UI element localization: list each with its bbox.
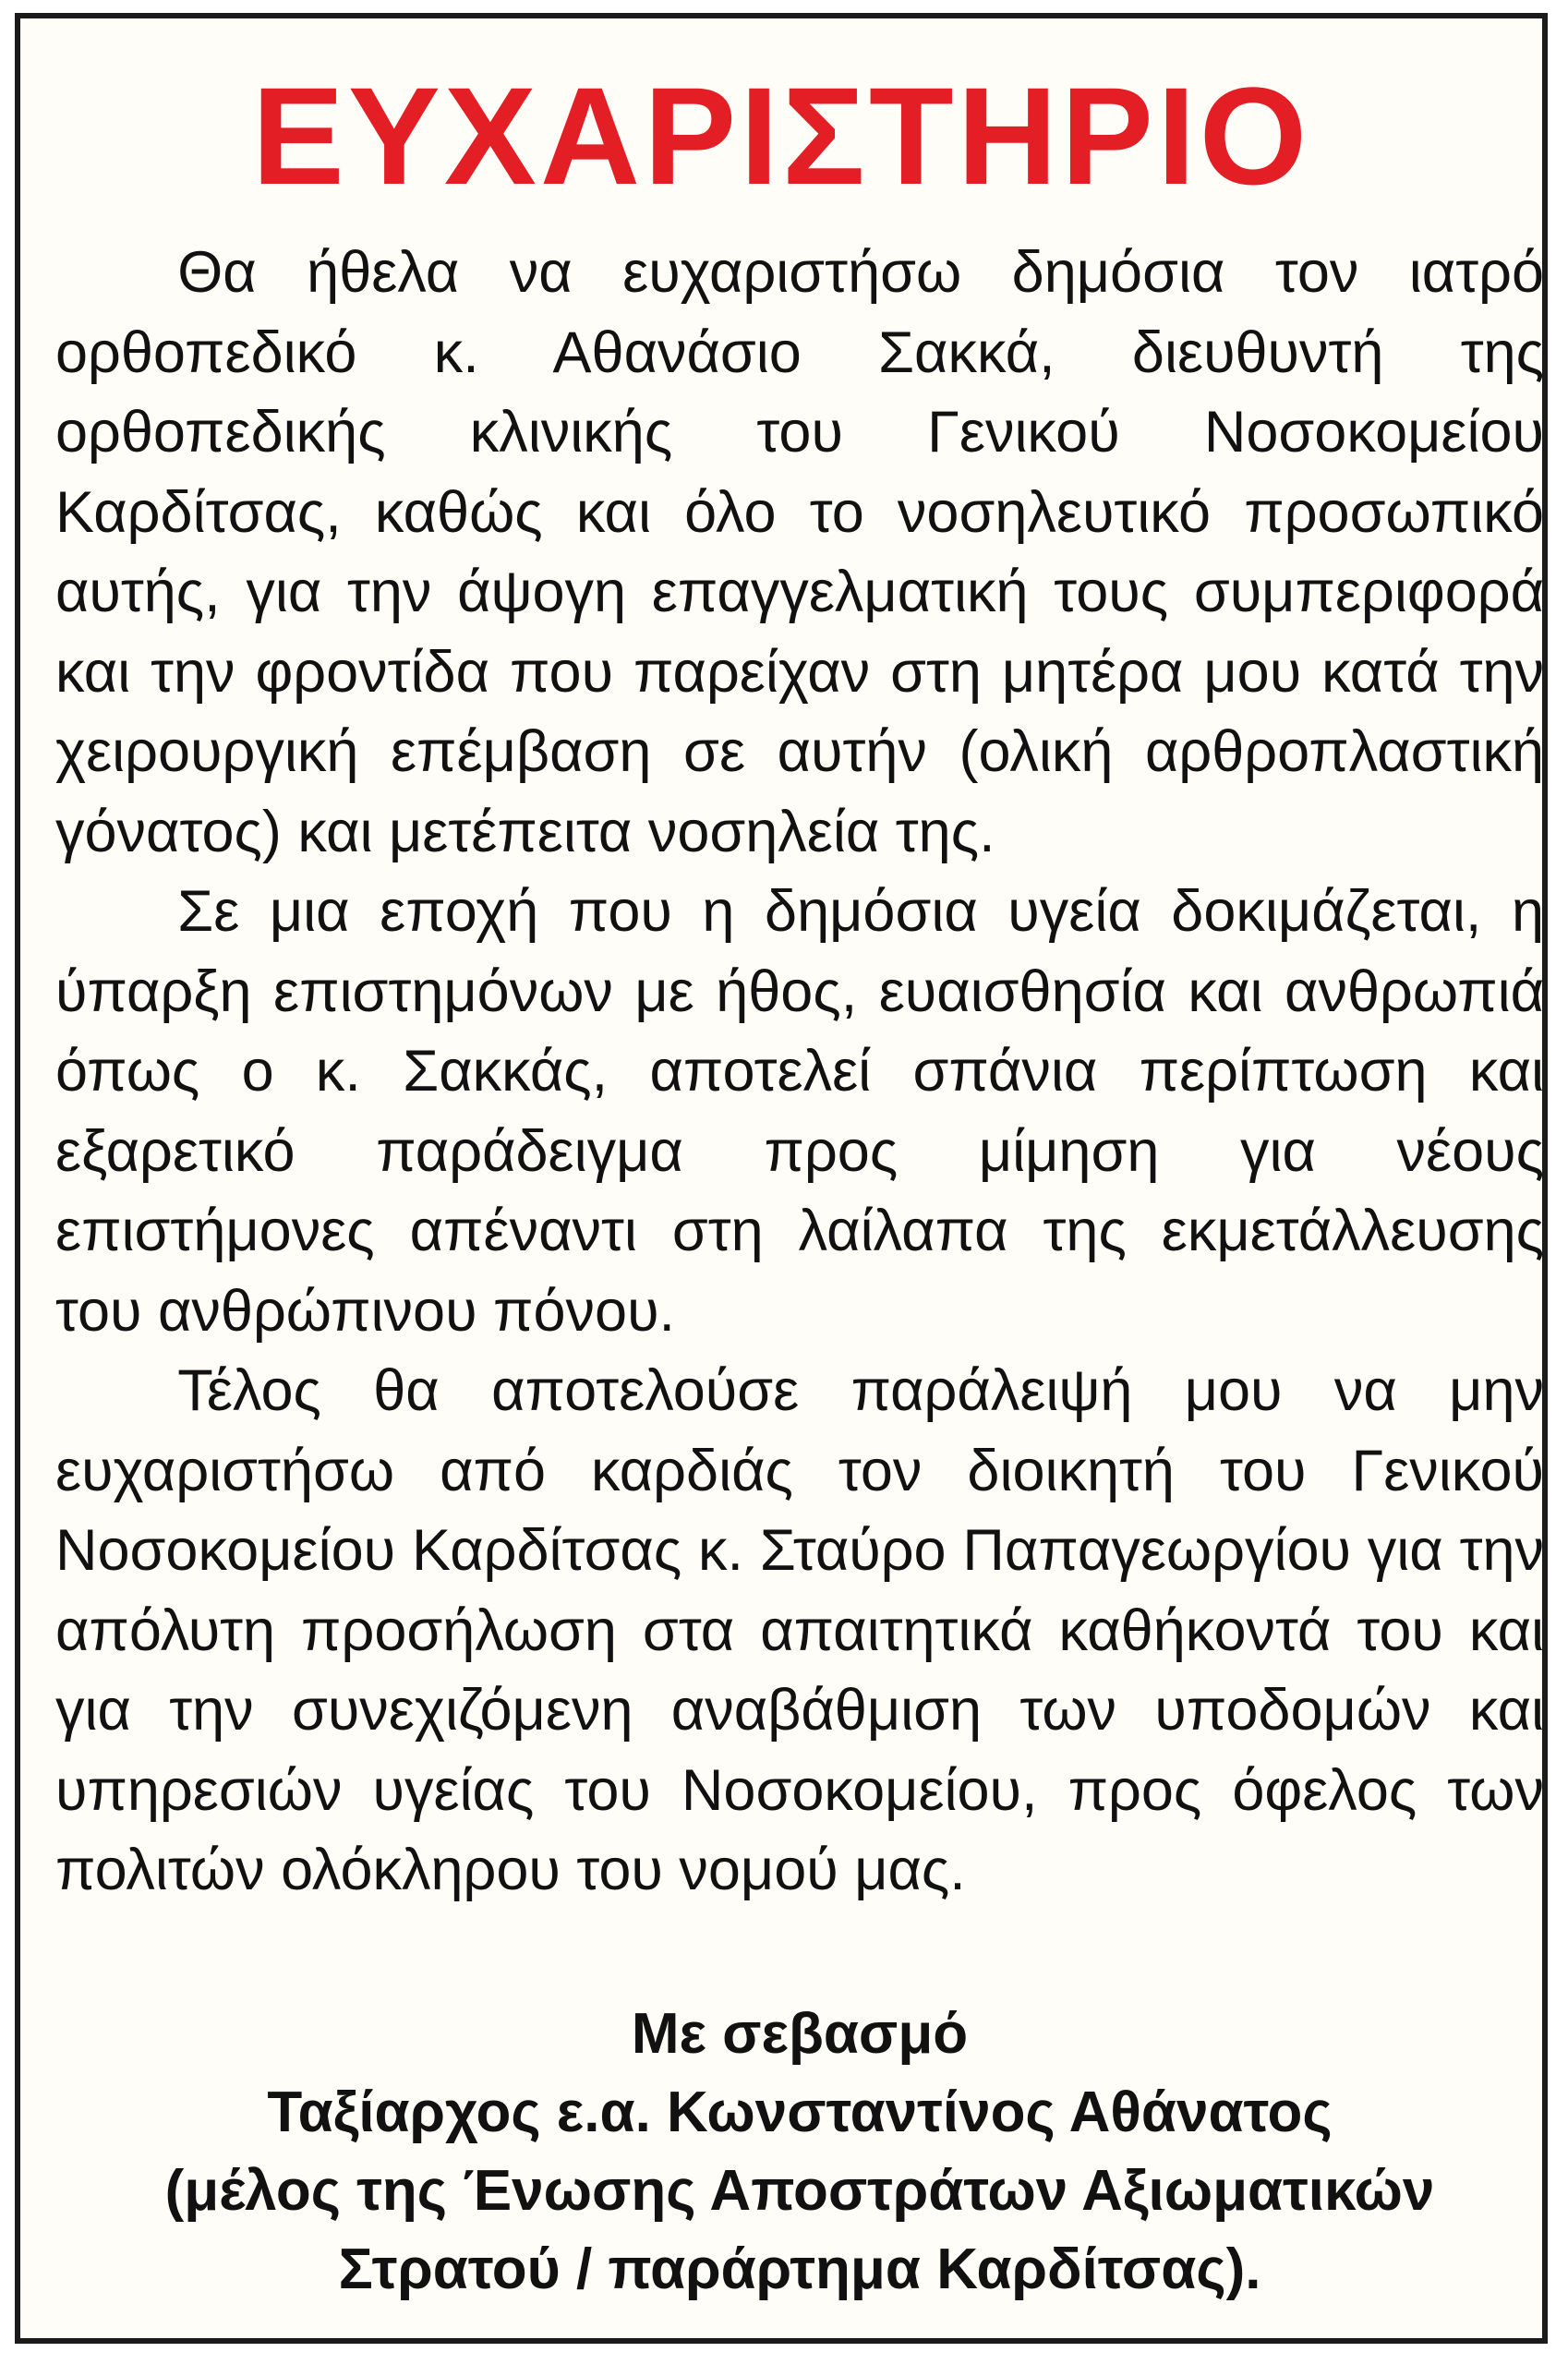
notice-title: ΕΥΧΑΡΙΣΤΗΡΙΟ: [251, 58, 1311, 213]
signature-affiliation-line-1: (μέλος της Ένωσης Αποστράτων Αξιωματικών: [164, 2159, 1435, 2223]
signature-affiliation-line-2: Στρατού / παράρτημα Καρδίτσας).: [338, 2237, 1261, 2301]
paragraph-thanks-doctor: Θα ήθελα να ευχαριστήσω δημόσια τον ιατρό ορθοπεδικό κ. Αθανάσιο Σακκά, διευθυντή της ορθοπεδικής κλινικής του Γενικού Νοσοκομείου Καρδίτσας, καθώς και όλο το νοσηλευτικό προσωπικό αυτής, για την άψογη επαγγελματική τους συμπεριφορά και την φροντίδα που παρείχαν στη μητέρα μου κατά την χειρουργική επέμβαση σε αυτήν (ολική αρθροπλαστική γόνατος) και μετέπειτα νοσηλεία της.: [55, 240, 1544, 864]
signature-name: Ταξίαρχος ε.α. Κωνσταντίνος Αθάνατος: [267, 2081, 1333, 2144]
signature-closing: Με σεβασμό: [631, 2002, 969, 2066]
notice-frame: [15, 13, 1548, 2344]
notice-body: [55, 233, 1544, 1911]
paragraph-thanks-director: Τέλος θα αποτελούσε παράλειψή μου να μην ευχαριστήσω από καρδιάς τον διοικητή του Γενικού Νοσοκομείου Καρδίτσας κ. Σταύρο Παπαγεωργίου για την απόλυτη προσήλωση στα απαιτητικά καθήκοντά του και για την συνεχιζόμενη αναβάθμιση των υποδομών και υπηρεσιών υγείας του Νοσοκομείου, προς όφελος των πολιτών ολόκληρου του νομού μας.: [55, 1358, 1544, 1902]
signature-block: [55, 1995, 1544, 2309]
paragraph-public-health: Σε μια εποχή που η δημόσια υγεία δοκιμάζεται, η ύπαρξη επιστημόνων με ήθος, ευαισθησία και ανθρωπιά όπως ο κ. Σακκάς, αποτελεί σπάνια περίπτωση και εξαρετικό παράδειγμα προς μίμηση για νέους επιστήμονες απέναντι στη λαίλαπα της εκμετάλλευσης του ανθρώπινου πόνου.: [55, 879, 1544, 1344]
